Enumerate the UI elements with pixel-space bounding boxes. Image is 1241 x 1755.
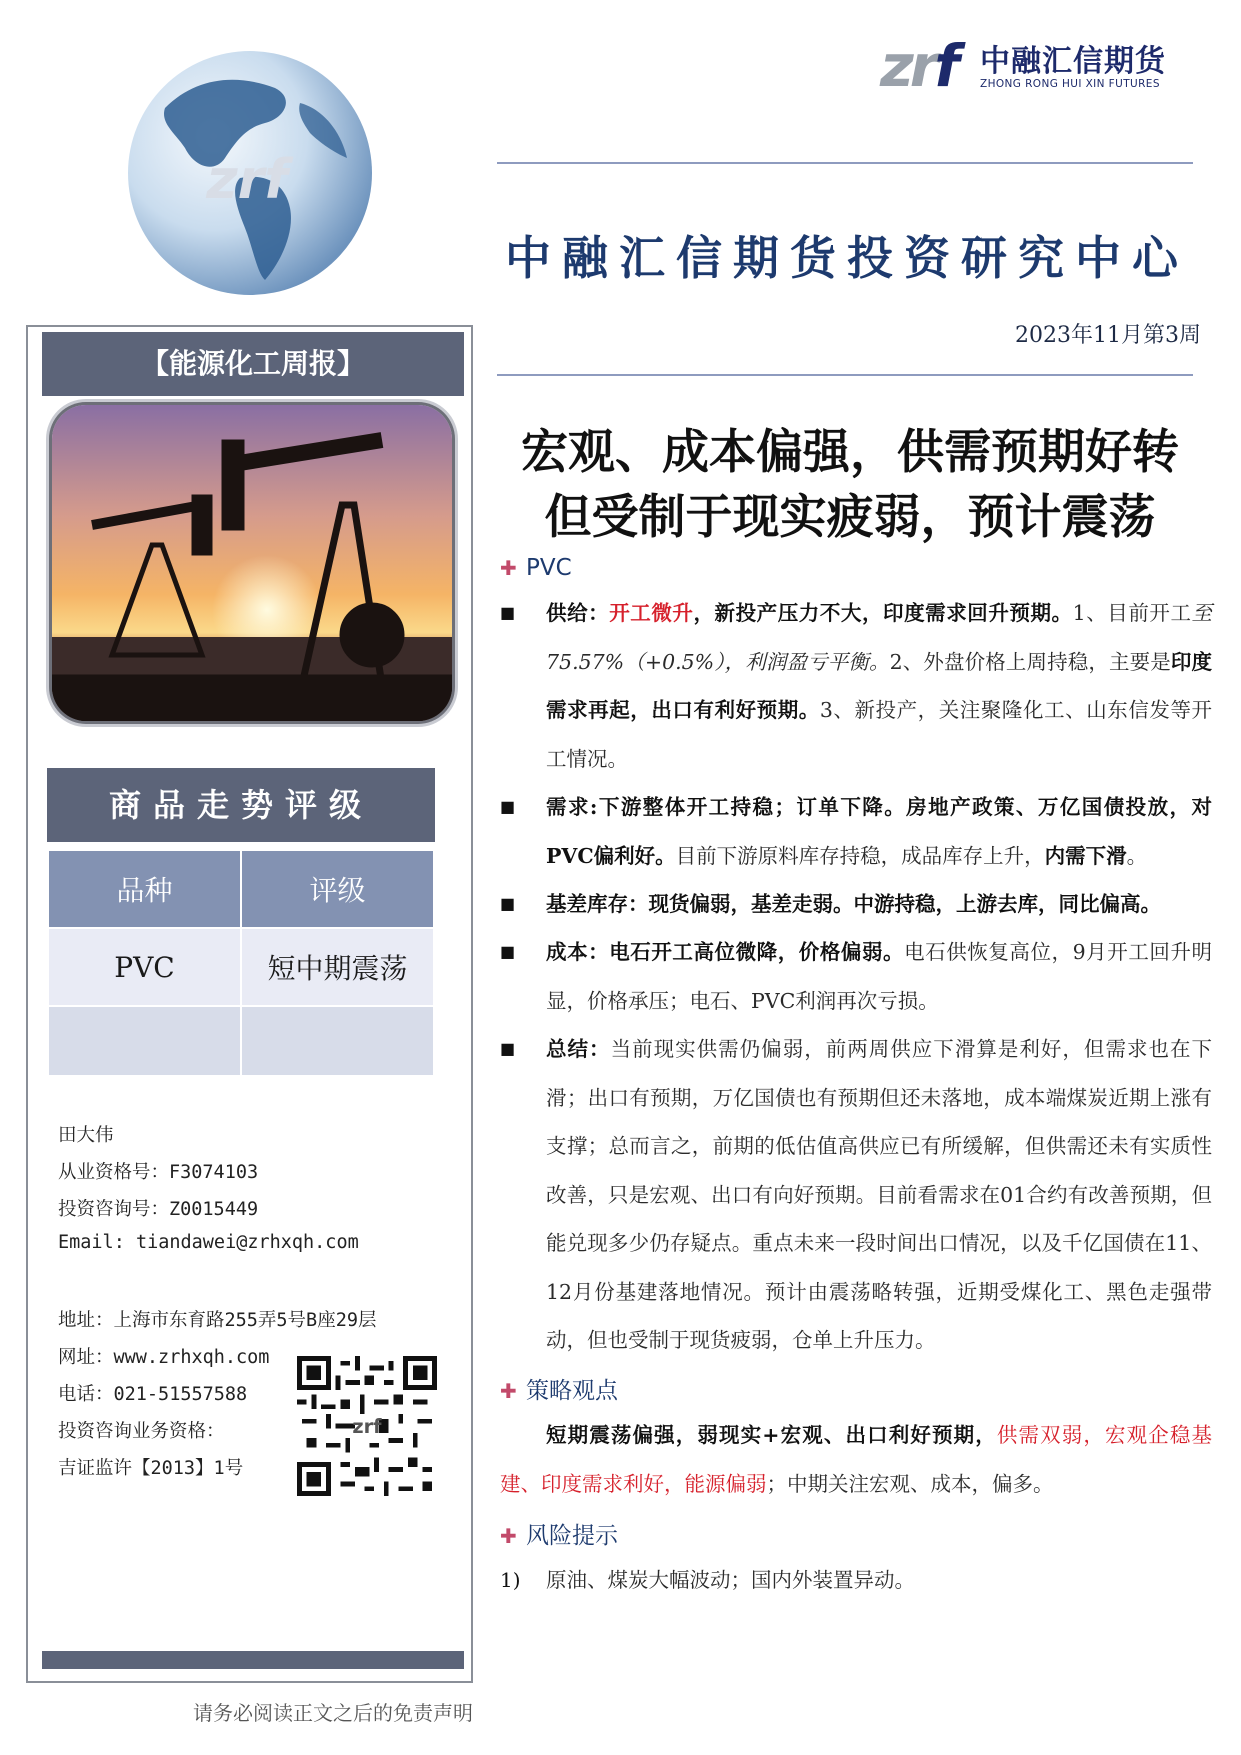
sidebar-bottom-bar (42, 1651, 464, 1669)
globe-illustration (125, 48, 375, 298)
bullet-square-icon: ■ (500, 1039, 516, 1058)
paragraph-demand (500, 783, 1212, 880)
supply-text-2: 2、外盘价格上周持稳，主要是 (889, 649, 1171, 674)
empty-cell (241, 1006, 434, 1076)
cost-bold: 成本：电石开工高位微降，价格偏弱。 (546, 940, 905, 964)
globe-logo-mark: zrf (206, 148, 288, 211)
report-date: 2023年11月第3周 (1015, 323, 1201, 348)
section-pvc-title: PVC (526, 555, 572, 581)
center-title: 中融汇信期货投资研究中心 (505, 231, 1189, 285)
table-row-empty (48, 1006, 434, 1076)
empty-cell (48, 1006, 241, 1076)
company-logo (880, 28, 1170, 98)
section-strategy (500, 1372, 618, 1405)
paragraph-strategy (500, 1411, 1212, 1508)
variety-cell: PVC (48, 928, 241, 1006)
paragraph-risk (500, 1556, 1212, 1605)
section-marker-icon: ✚ (500, 1379, 517, 1403)
section-marker-icon: ✚ (500, 556, 517, 580)
strategy-highlight: 供需双弱，宏观企稳基建、印度需求利好，能源偏弱 (500, 1423, 1213, 1496)
rating-table (47, 849, 435, 1077)
bullet-square-icon: ■ (500, 603, 516, 622)
supply-label: 供给： (546, 601, 610, 625)
report-type-tag: 【能源化工周报】 (42, 332, 464, 396)
paragraph-supply (500, 589, 1212, 783)
logo-name-en: ZHONG RONG HUI XIN FUTURES (980, 78, 1160, 90)
rating-table-header (48, 850, 434, 928)
analyst-license: 从业资格号：F3074103 (58, 1162, 259, 1183)
strategy-text: ；中期关注宏观、成本，偏多。 (766, 1471, 1054, 1496)
qualification-number: 吉证监许【2013】1号 (58, 1458, 244, 1479)
supply-italic: 至75.57%（+0.5%），利润盈亏平衡。 (546, 601, 1213, 674)
bullet-square-icon: ■ (500, 894, 516, 913)
header-rule-top (497, 162, 1193, 164)
headline-line-1: 宏观、成本偏强，供需预期好转 (521, 425, 1179, 480)
demand-text: 目前下游原料库存持稳，成品库存上升， (675, 843, 1045, 868)
rating-cell: 短中期震荡 (241, 928, 434, 1006)
report-headline (490, 420, 1210, 550)
paragraph-summary (500, 1025, 1212, 1365)
strategy-bold: 短期震荡偏强，弱现实+宏观、出口利好预期， (546, 1423, 997, 1447)
bullet-square-icon: ■ (500, 797, 516, 816)
qr-code[interactable] (297, 1356, 437, 1496)
paragraph-cost (500, 928, 1212, 1025)
basis-bold: 基差库存：现货偏弱，基差走弱。中游持稳，上游去库，同比偏高。 (546, 892, 1161, 916)
summary-label: 总结： (546, 1037, 611, 1061)
qualification-label: 投资咨询业务资格： (58, 1421, 225, 1442)
analyst-name: 田大伟 (58, 1125, 114, 1146)
company-website[interactable]: 网址：www.zrhxqh.com (58, 1347, 270, 1368)
risk-number: 1) (500, 1568, 521, 1592)
analyst-email[interactable]: Email: tiandawei@zrhxqh.com (58, 1232, 359, 1253)
rating-section-title: 商品走势评级 (47, 768, 435, 842)
supply-highlight: 开工微升 (609, 601, 694, 625)
supply-bold-2: 印度需求再起，出口有利好预期。 (546, 649, 1212, 722)
paragraph-basis (500, 880, 1212, 929)
col-variety-header: 品种 (48, 850, 241, 928)
section-pvc (500, 555, 572, 581)
qr-logo-mark: zrf (352, 1415, 382, 1439)
demand-end: 。 (1126, 843, 1148, 868)
section-strategy-title: 策略观点 (526, 1378, 618, 1404)
supply-bold: ，新投产压力不大，印度需求回升预期。 (693, 601, 1073, 625)
oil-pump-photo (52, 405, 452, 721)
section-risk (500, 1517, 618, 1550)
summary-text: 当前现实供需仍偏弱，前两周供应下滑算是利好，但需求也在下滑；出口有预期，万亿国债也有预期但还未落地，成本端煤炭近期上涨有支撑；总而言之，前期的低估值高供应已有所缓解，但供需还未有实质性改善，只是宏观、出口有向好预期。目前看需求在01合约有改善预期，但能兑现多少仍存疑点。重点未来一段时间出口情况，以及千亿国债在11、12月份基建落地情况。预计由震荡略转强，近期受煤化工、黑色走强带动，但也受制于现货疲弱，仓单上升压力。 (546, 1037, 1213, 1352)
analyst-consult-no: 投资咨询号：Z0015449 (58, 1199, 259, 1220)
cost-text: 电石供恢复高位，9月开工回升明显，价格承压；电石、PVC利润再次亏损。 (546, 940, 1213, 1013)
section-marker-icon: ✚ (500, 1524, 517, 1548)
logo-name-cn: 中融汇信期货 (980, 44, 1166, 79)
supply-text-1: 1、目前开工 (1072, 601, 1192, 625)
section-risk-title: 风险提示 (526, 1523, 618, 1549)
company-phone: 电话：021-51557588 (58, 1384, 248, 1405)
supply-text-3: 3、新投产，关注聚隆化工、山东信发等开工情况。 (546, 698, 1213, 771)
demand-bold-2: 内需下滑 (1044, 843, 1127, 868)
table-row (48, 928, 434, 1006)
demand-bold: 需求:下游整体开工持稳；订单下降。房地产政策、万亿国债投放，对PVC偏利好。 (546, 795, 1212, 868)
disclaimer-note: 请务必阅读正文之后的免责声明 (193, 1701, 473, 1725)
header-rule-bottom (497, 374, 1193, 376)
risk-text: 原油、煤炭大幅波动；国内外装置异动。 (546, 1568, 915, 1592)
bullet-square-icon: ■ (500, 942, 516, 961)
company-address: 地址：上海市东育路255弄5号B座29层 (58, 1310, 377, 1331)
col-rating-header: 评级 (241, 850, 434, 928)
headline-line-2: 但受制于现实疲弱，预计震荡 (544, 490, 1156, 545)
logo-mark: zrf (880, 32, 956, 100)
